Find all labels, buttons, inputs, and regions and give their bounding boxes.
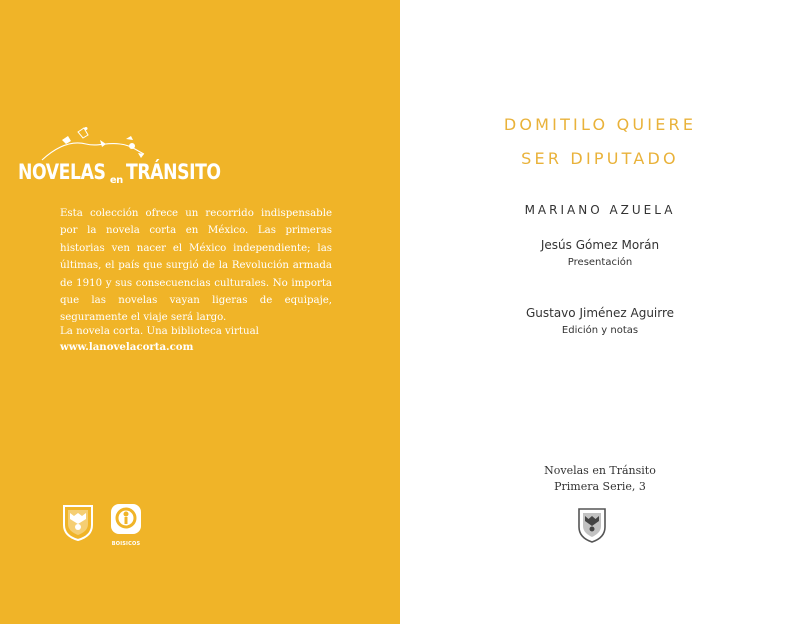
presenter-name: Jesús Gómez Morán bbox=[540, 238, 660, 252]
collection-description: Esta colección ofrece un recorrido indispensable por la novela corta en México. Las primeras historias ven nacer el México independiente; las últimas, el país que surgió de la Revolución armada de 1910 y sus consecuencias culturales. No importa que las novelas vayan ligeras de equipaje, seguramente el viaje será largo. bbox=[60, 208, 332, 324]
series-number: Primera Serie, 3 bbox=[554, 480, 646, 493]
unam-seal-icon bbox=[61, 503, 95, 541]
logo-word-transito: TRÁNSITO bbox=[125, 160, 221, 184]
editor-role: Edición y notas bbox=[561, 325, 639, 336]
book-title-line-2: SER DIPUTADO bbox=[521, 149, 679, 168]
travel-doodle-icon bbox=[40, 126, 150, 162]
logo-word-novelas: NOVELAS bbox=[18, 160, 106, 184]
editor-name: Gustavo Jiménez Aguirre bbox=[525, 306, 675, 320]
tagline: La novela corta. Una biblioteca virtual bbox=[60, 326, 259, 337]
book-title-line-1: DOMITILO QUIERE bbox=[503, 115, 697, 134]
logo-word-en: en bbox=[109, 175, 123, 186]
right-page bbox=[400, 0, 800, 624]
unam-seal-icon bbox=[577, 507, 607, 543]
author-name: MARIANO AZUELA bbox=[524, 203, 676, 217]
boisicos-logo-icon bbox=[110, 503, 142, 535]
collection-logo bbox=[18, 160, 241, 186]
boisicos-label: BOISICOS bbox=[111, 541, 141, 547]
website-link[interactable]: www.lanovelacorta.com bbox=[60, 341, 194, 353]
boisicos-logo bbox=[109, 503, 143, 547]
series-name: Novelas en Tránsito bbox=[544, 464, 656, 477]
presenter-role: Presentación bbox=[567, 257, 633, 268]
